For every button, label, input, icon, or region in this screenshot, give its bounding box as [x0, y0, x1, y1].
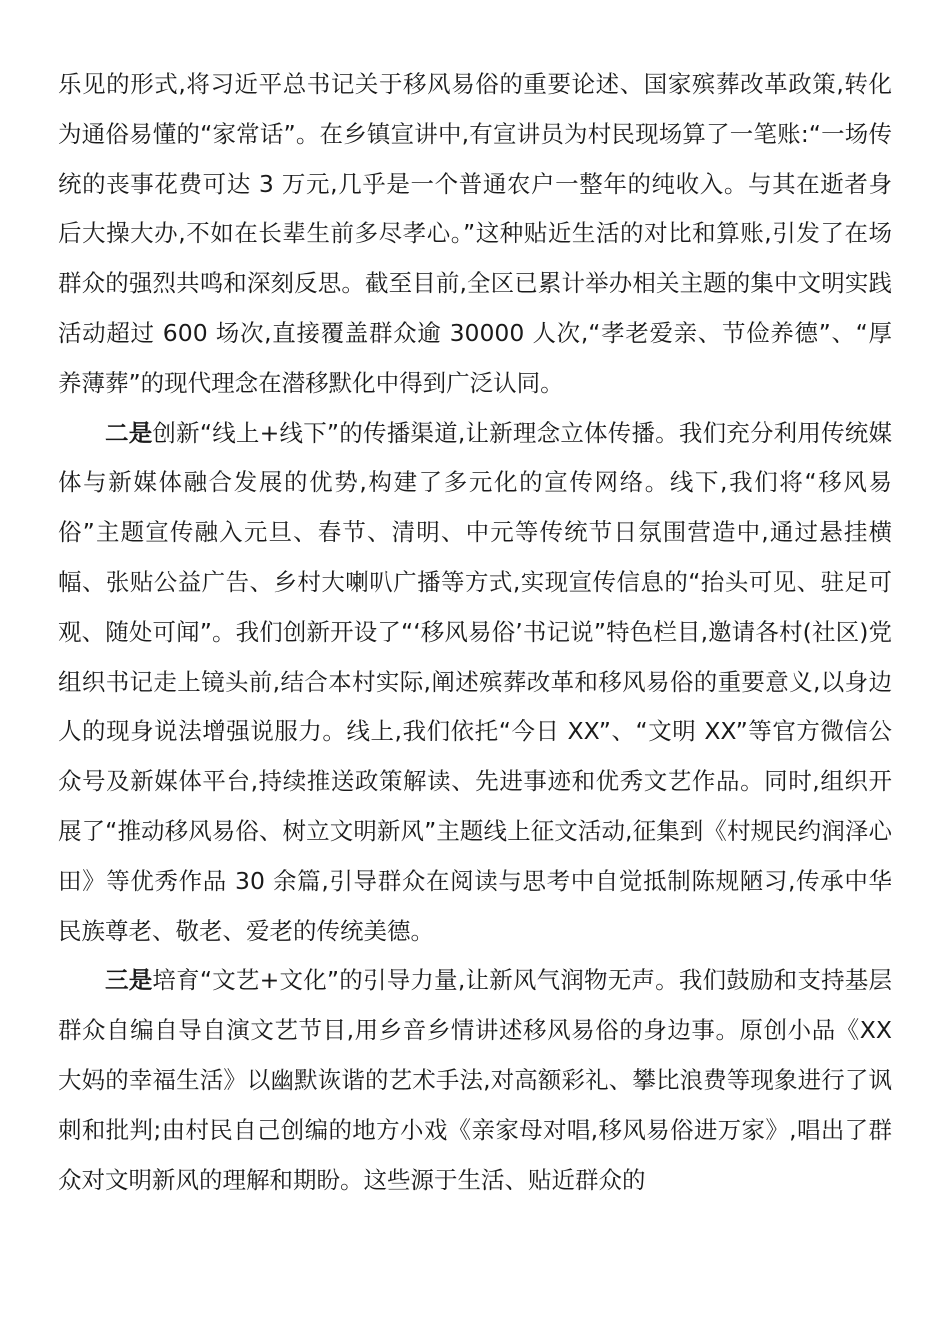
paragraph-second-point — [58, 409, 892, 957]
paragraph-text: 创新“线上+线下”的传播渠道,让新理念立体传播。我们充分利用传统媒体与新媒体融合发展的优势,构建了多元化的宣传网络。线下,我们将“移风易俗”主题宣传融入元旦、春节、清明、中元等传统节日氛围营造中,通过悬挂横幅、张贴公益广告、乡村大喇叭广播等方式,实现宣传信息的“抬头可见、驻足可观、随处可闻”。我们创新开设了“‘移风易俗’书记说”特色栏目,邀请各村(社区)党组织书记走上镜头前,结合本村实际,阐述殡葬改革和移风易俗的重要意义,以身边人的现身说法增强说服力。线上,我们依托“今日 XX”、“文明 XX”等官方微信公众号及新媒体平台,持续推送政策解读、先进事迹和优秀文艺作品。同时,组织开展了“推动移风易俗、树立文明新风”主题线上征文活动,征集到《村规民约润泽心田》等优秀作品 30 余篇,引导群众在阅读与思考中自觉抵制陈规陋习,传承中华民族尊老、敬老、爱老的传统美德。 — [58, 418, 893, 945]
paragraph-third-point — [58, 956, 892, 1205]
document-page — [58, 60, 892, 1205]
paragraph-continuation — [58, 60, 892, 409]
paragraph-lead: 三是 — [105, 966, 153, 995]
paragraph-text: 乐见的形式,将习近平总书记关于移风易俗的重要论述、国家殡葬改革政策,转化为通俗易懂的“家常话”。在乡镇宣讲中,有宣讲员为村民现场算了一笔账:“一场传统的丧事花费可达 3 万元,几乎是一个普通农户一整年的纯收入。与其在逝者身后大操大办,不如在长辈生前多尽孝心。”这种贴近生活的对比和算账,引发了在场群众的强烈共鸣和深刻反思。截至目前,全区已累计举办相关主题的集中文明实践活动超过 600 场次,直接覆盖群众逾 30000 人次,“孝老爱亲、节俭养德”、“厚养薄葬”的现代理念在潜移默化中得到广泛认同。 — [58, 70, 892, 397]
paragraph-text: 培育“文艺+文化”的引导力量,让新风气润物无声。我们鼓励和支持基层群众自编自导自演文艺节目,用乡音乡情讲述移风易俗的身边事。原创小品《XX 大妈的幸福生活》以幽默诙谐的艺术手法,对高额彩礼、攀比浪费等现象进行了讽刺和批判;由村民自己创编的地方小戏《亲家母对唱,移风易俗进万家》,唱出了群众对文明新风的理解和期盼。这些源于生活、贴近群众的 — [58, 966, 893, 1194]
paragraph-lead: 二是 — [105, 418, 153, 447]
